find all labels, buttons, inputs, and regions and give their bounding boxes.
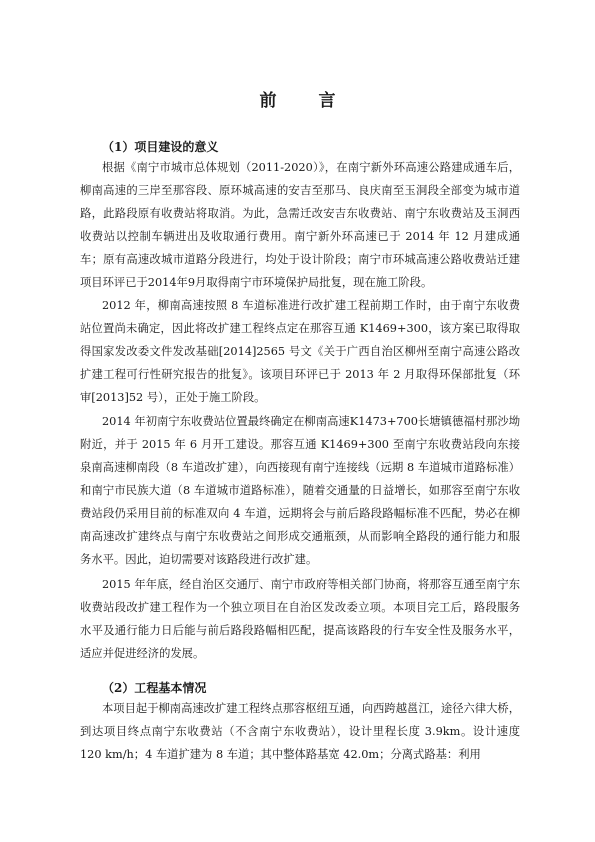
paragraph-4: 2015 年年底，经自治区交通厅、南宁市政府等相关部门协商，将那容互通至南宁东收费站段改扩建工程作为一个独立项目在自治区发改委立项。本项目完工后，路段服务水平及通行能力日后能与前后路段路幅相匹配，提高该路段的行车安全性及服务水平，适应并促进经济的发展。 xyxy=(80,578,520,660)
page-title: 前 言 xyxy=(259,91,354,111)
section-heading-project-overview: （2）工程基本情况 xyxy=(102,681,207,695)
paragraph-5: 本项目起于柳南高速改扩建工程终点那容枢纽互通，向西跨越邕江，途径六律大桥，到达项目终点南宁东收费站（不含南宁东收费站），设计里程长度 3.9km。设计速度 120 km/h；4 车道扩建为 8 车道；其中整体路基宽 42.0m；分离式路基：利用 xyxy=(80,702,520,761)
paragraph-2: 2012 年，柳南高速按照 8 车道标准进行改扩建工程前期工作时，由于南宁东收费站位置尚未确定，因此将改扩建工程终点定在那容互通 K1469+300，该方案已取得取得国家发改委文件发改基础[2014]2565 号文《关于广西自治区柳州至南宁高速公路改扩建工程可行性研究报告的批复》。该项目环评已于 2013 年 2 月取得环保部批复（环审[2013]52 号），正处于施工阶段。 xyxy=(80,299,520,404)
paragraph-1: 根据《南宁市城市总体规划（2011-2020）》，在南宁新外环高速公路建成通车后，柳南高速的三岸至那容段、原环城高速的安吉至那马、良庆南至玉洞段全部变为城市道路，此路段原有收费站将取消。为此，急需迁改安吉东收费站、南宁东收费站及玉洞西收费站以控制车辆进出及收取通行费用。南宁新外环高速已于 2014 年 12 月建成通车；原有高速改城市道路分段进行，均处于设计阶段；南宁市环城高速公路收费站迁建项目环评已于2014年9月取得南宁市环境保护局批复，现在施工阶段。 xyxy=(80,161,520,289)
paragraph-3: 2014 年初南宁东收费站位置最终确定在柳南高速K1473+700长塘镇德福村那沙坳附近，并于 2015 年 6 月开工建设。那容互通 K1469+300 至南宁东收费站段向东接泉南高速柳南段（8 车道改扩建），向西接现有南宁连接线（远期 8 车道城市道路标准）和南宁市民族大道（8 车道城市道路标准），随着交通量的日益增长，如那容至南宁东收费站段仍采用目前的标准双向 4 车道，远期将会与前后路段路幅标准不匹配，势必在柳南高速改扩建终点与南宁东收费站之间形成交通瓶颈，从而影响全路段的通行能力和服务水平。因此，迫切需要对该路段进行改扩建。 xyxy=(80,415,520,566)
section-heading-significance: （1）项目建设的意义 xyxy=(102,140,219,154)
